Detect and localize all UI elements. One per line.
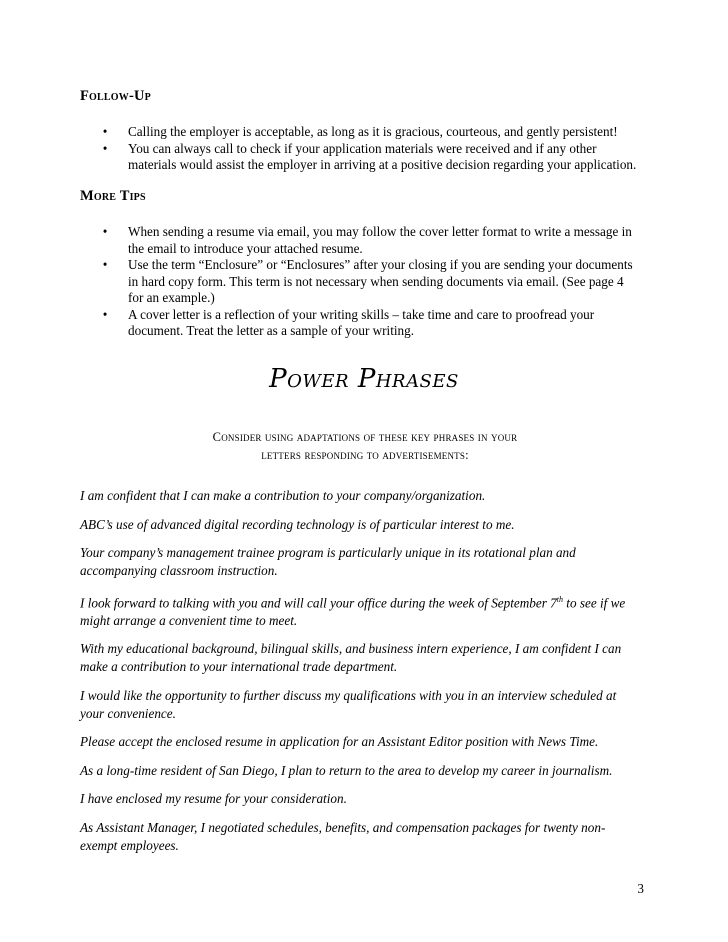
follow-up-heading: Follow-Up — [80, 88, 151, 104]
follow-up-list — [98, 124, 638, 174]
phrase-item: As Assistant Manager, I negotiated schedules, benefits, and compensation packages for twenty non-exempt employees. — [80, 819, 606, 853]
bullet-icon: • — [102, 306, 108, 322]
bullet-text: You can always call to check if your application materials were received and if any other materials would assist the employer in arriving at a positive decision regarding your application. — [128, 140, 637, 172]
phrase-item: I would like the opportunity to further discuss my qualifications with you in an interview scheduled at your convenience. — [80, 687, 617, 721]
bullet-icon: • — [102, 140, 108, 156]
phrase-item: ABC’s use of advanced digital recording technology is of particular interest to me. — [80, 516, 515, 532]
more-tips-list — [98, 224, 638, 340]
phrase-item: Your company’s management trainee program is particularly unique in its rotational plan and accompanying classroom instruction. — [80, 545, 576, 578]
bullet-text: When sending a resume via email, you may follow the cover letter format to write a message in the email to introduce your attached resume. — [128, 224, 632, 256]
list-item — [98, 124, 638, 141]
page-number: 3 — [637, 881, 644, 896]
list-item — [98, 257, 638, 307]
ordinal-suffix: th — [556, 594, 563, 604]
bullet-icon: • — [102, 257, 108, 272]
list-item — [98, 141, 638, 174]
subtitle-line-1: Consider using adaptations of these key phrases in your — [212, 430, 518, 444]
subtitle-line-2: letters responding to advertisements: — [261, 448, 469, 462]
phrase-item: As a long-time resident of San Diego, I plan to return to the area to develop my career in journalism. — [80, 762, 613, 778]
power-phrases-subtitle — [150, 428, 580, 464]
bullet-text: A cover letter is a reflection of your writing skills – take time and care to proofread your document. Treat the letter as a sample of your writing. — [128, 306, 595, 338]
bullet-icon: • — [102, 224, 108, 239]
bullet-icon: • — [102, 124, 108, 139]
phrase-item: I have enclosed my resume for your consideration. — [80, 791, 347, 807]
phrase-item: Please accept the enclosed resume in application for an Assistant Editor position with News Time. — [80, 734, 599, 750]
phrase-item: I am confident that I can make a contribution to your company/organization. — [80, 488, 486, 503]
bullet-text: Use the term “Enclosure” or “Enclosures” after your closing if you are sending your documents in hard copy form. This term is not necessary when sending documents via email. (See page 4 for an example.) — [128, 257, 633, 305]
phrase-item — [80, 591, 640, 630]
more-tips-heading: More Tips — [80, 188, 146, 204]
list-item — [98, 224, 638, 257]
phrase-text-end: to see if we might arrange a convenient time to meet. — [80, 594, 626, 628]
power-phrases-title: Power Phrases — [269, 364, 459, 394]
bullet-text: Calling the employer is acceptable, as long as it is gracious, courteous, and gently persistent! — [128, 124, 618, 139]
phrase-item: With my educational background, bilingual skills, and business intern experience, I am confident I can make a contribution to your international trade department. — [80, 641, 622, 675]
power-phrases-list — [80, 487, 640, 865]
list-item — [98, 307, 638, 340]
phrase-text-start: I look forward to talking with you and will call your office during the week of September 7 — [80, 594, 557, 610]
